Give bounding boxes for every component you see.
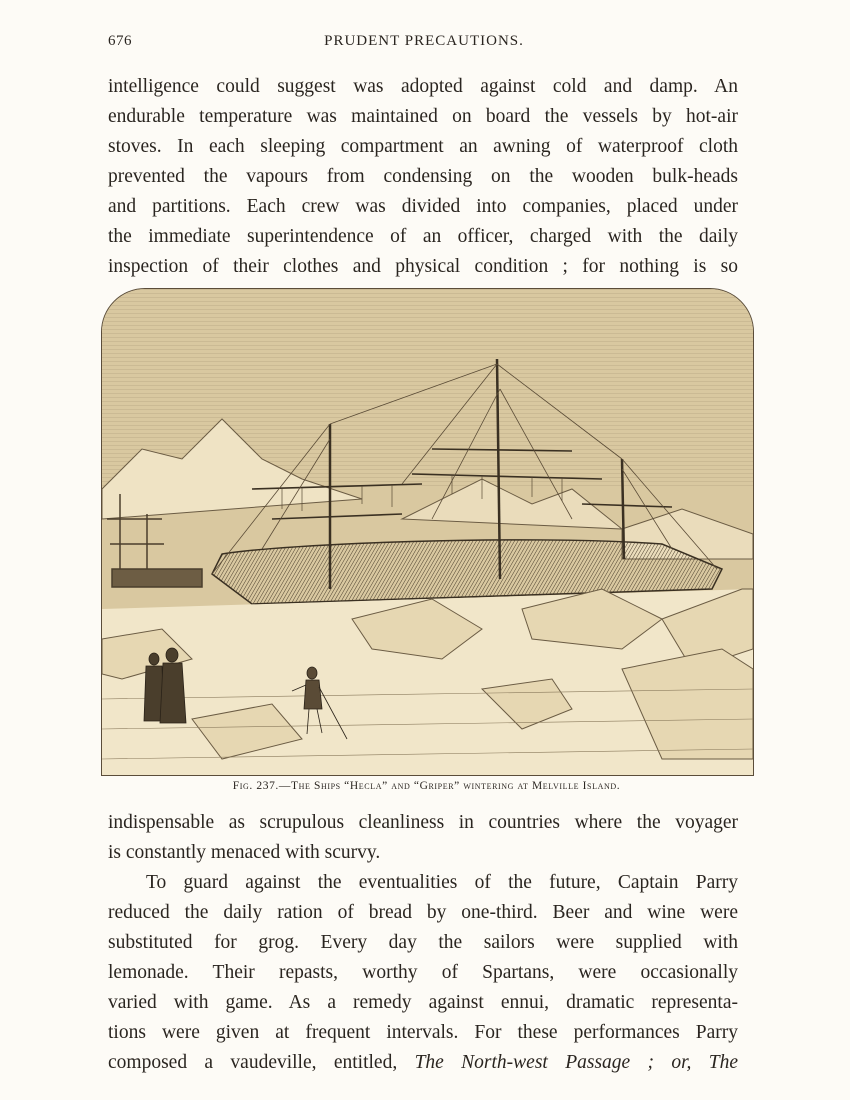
text-line: stoves. In each sleeping compartment an awning of waterproof cloth <box>108 136 738 157</box>
engraving-illustration <box>101 288 754 776</box>
text-line: substituted for grog. Every day the sailors were supplied with <box>108 932 738 953</box>
figure-caption: Fig. 237.—The Ships “Hecla” and “Griper” wintering at Melville Island. <box>232 780 621 792</box>
text-line: To guard against the eventualities of the future, Captain Parry <box>146 872 738 893</box>
text-line-final <box>108 1048 738 1078</box>
text-line: inspection of their clothes and physical condition ; for nothing is so <box>108 256 738 277</box>
italic-title: The North-west Passage ; or, The <box>414 1052 739 1073</box>
text-line: prevented the vapours from condensing on the wooden bulk-heads <box>108 166 738 187</box>
text-line: the immediate superintendence of an officer, charged with the daily <box>108 226 738 247</box>
ships-wintering-engraving <box>102 289 753 775</box>
text-line: is constantly menaced with scurvy. <box>108 842 381 863</box>
text-span: composed a vaudeville, entitled, <box>108 1052 398 1073</box>
text-line: intelligence could suggest was adopted against cold and damp. An <box>108 76 738 97</box>
text-line: varied with game. As a remedy against ennui, dramatic representa- <box>108 992 738 1013</box>
text-line: reduced the daily ration of bread by one-third. Beer and wine were <box>108 902 738 923</box>
text-line: lemonade. Their repasts, worthy of Spartans, were occasionally <box>108 962 738 983</box>
text-line: tions were given at frequent intervals. For these performances Parry <box>108 1022 738 1043</box>
running-head: PRUDENT PRECAUTIONS. <box>324 33 524 49</box>
text-line: indispensable as scrupulous cleanliness in countries where the voyager <box>108 812 738 833</box>
page-number: 676 <box>108 33 132 49</box>
page-header <box>108 33 740 55</box>
text-line: and partitions. Each crew was divided into companies, placed under <box>108 196 738 217</box>
text-line: endurable temperature was maintained on board the vessels by hot-air <box>108 106 738 127</box>
